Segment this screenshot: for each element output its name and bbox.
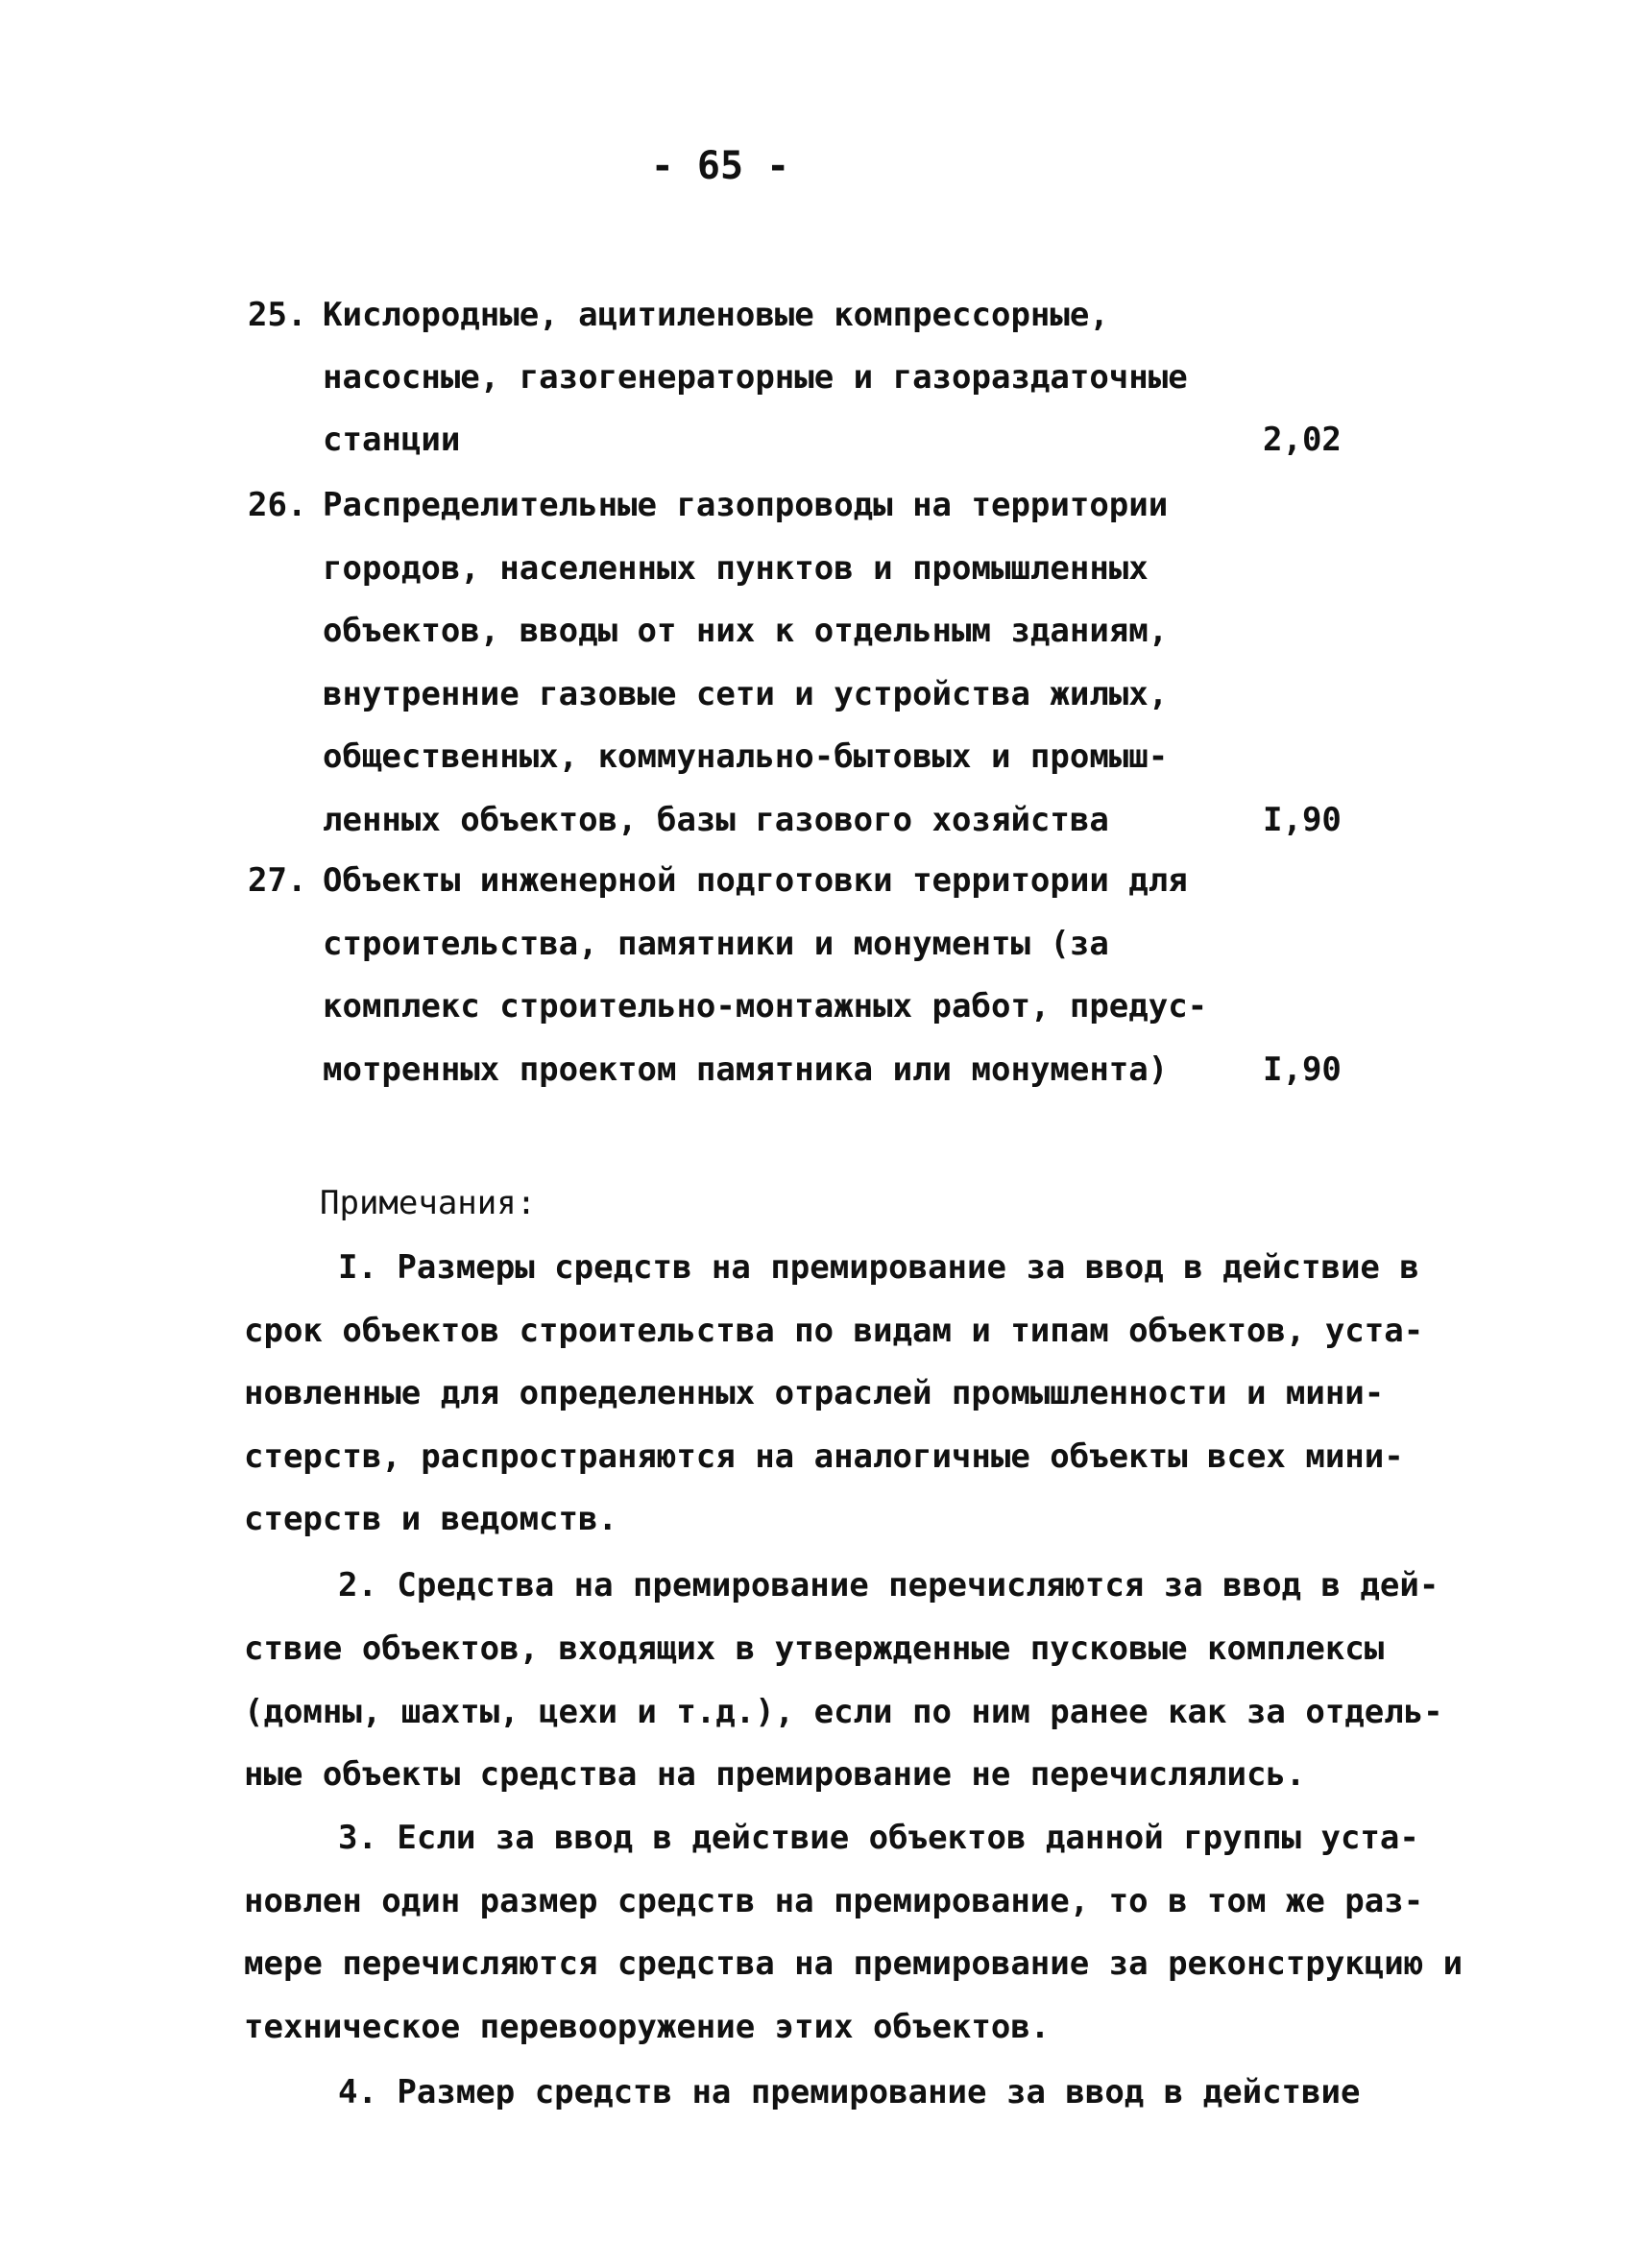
item-text-line: строительства, памятники и монументы (за <box>323 925 1109 963</box>
note-line: новленные для определенных отраслей промышленности и мини- <box>244 1374 1385 1412</box>
page-number: - 65 - <box>650 144 790 188</box>
item-number: 26. <box>248 486 307 524</box>
item-number: 25. <box>248 296 307 334</box>
item-text-line: Распределительные газопроводы на территории <box>323 486 1169 524</box>
item-text-line: мотренных проектом памятника или монумента) <box>323 1050 1169 1089</box>
note-line: техническое перевооружение этих объектов. <box>244 2008 1051 2046</box>
item-text-line: Кислородные, ацитиленовые компрессорные, <box>323 296 1109 334</box>
note-line: (домны, шахты, цехи и т.д.), если по ним ранее как за отдель- <box>244 1693 1443 1731</box>
item-number: 27. <box>248 861 307 900</box>
item-value: I,90 <box>1263 1050 1342 1089</box>
item-value: I,90 <box>1263 801 1342 839</box>
item-text-line: станции <box>323 421 461 459</box>
note-line: ствие объектов, входящих в утвержденные пусковые комплексы <box>244 1629 1385 1668</box>
note-line: мере перечисляются средства на премирование за реконструкцию и <box>244 1944 1464 1983</box>
item-value: 2,02 <box>1263 421 1342 459</box>
notes-heading: Примечания: <box>320 1184 537 1222</box>
item-text-line: насосные, газогенераторные и газораздаточные <box>323 358 1188 397</box>
item-text-line: общественных, коммунально-бытовых и промыш- <box>323 737 1169 776</box>
note-line: I. Размеры средств на премирование за ввод в действие в <box>338 1248 1419 1287</box>
note-line: 2. Средства на премирование перечисляются за ввод в дей- <box>338 1566 1439 1604</box>
note-line: 3. Если за ввод в действие объектов данной группы уста- <box>338 1819 1419 1857</box>
item-text-line: комплекс строительно-монтажных работ, предус- <box>323 987 1208 1025</box>
item-text-line: внутренние газовые сети и устройства жилых, <box>323 675 1169 713</box>
item-text-line: ленных объектов, базы газового хозяйства <box>323 801 1109 839</box>
note-line: срок объектов строительства по видам и типам объектов, уста- <box>244 1312 1424 1350</box>
note-line: стерств, распространяются на аналогичные объекты всех мини- <box>244 1437 1404 1476</box>
note-line: ные объекты средства на премирование не перечислялись. <box>244 1755 1306 1794</box>
note-line: 4. Размер средств на премирование за ввод в действие <box>338 2073 1361 2111</box>
item-text-line: Объекты инженерной подготовки территории для <box>323 861 1188 900</box>
note-line: новлен один размер средств на премирование, то в том же раз- <box>244 1882 1424 1920</box>
note-line: стерств и ведомств. <box>244 1500 617 1538</box>
item-text-line: городов, населенных пунктов и промышленных <box>323 549 1149 588</box>
item-text-line: объектов, вводы от них к отдельным зданиям, <box>323 612 1169 650</box>
